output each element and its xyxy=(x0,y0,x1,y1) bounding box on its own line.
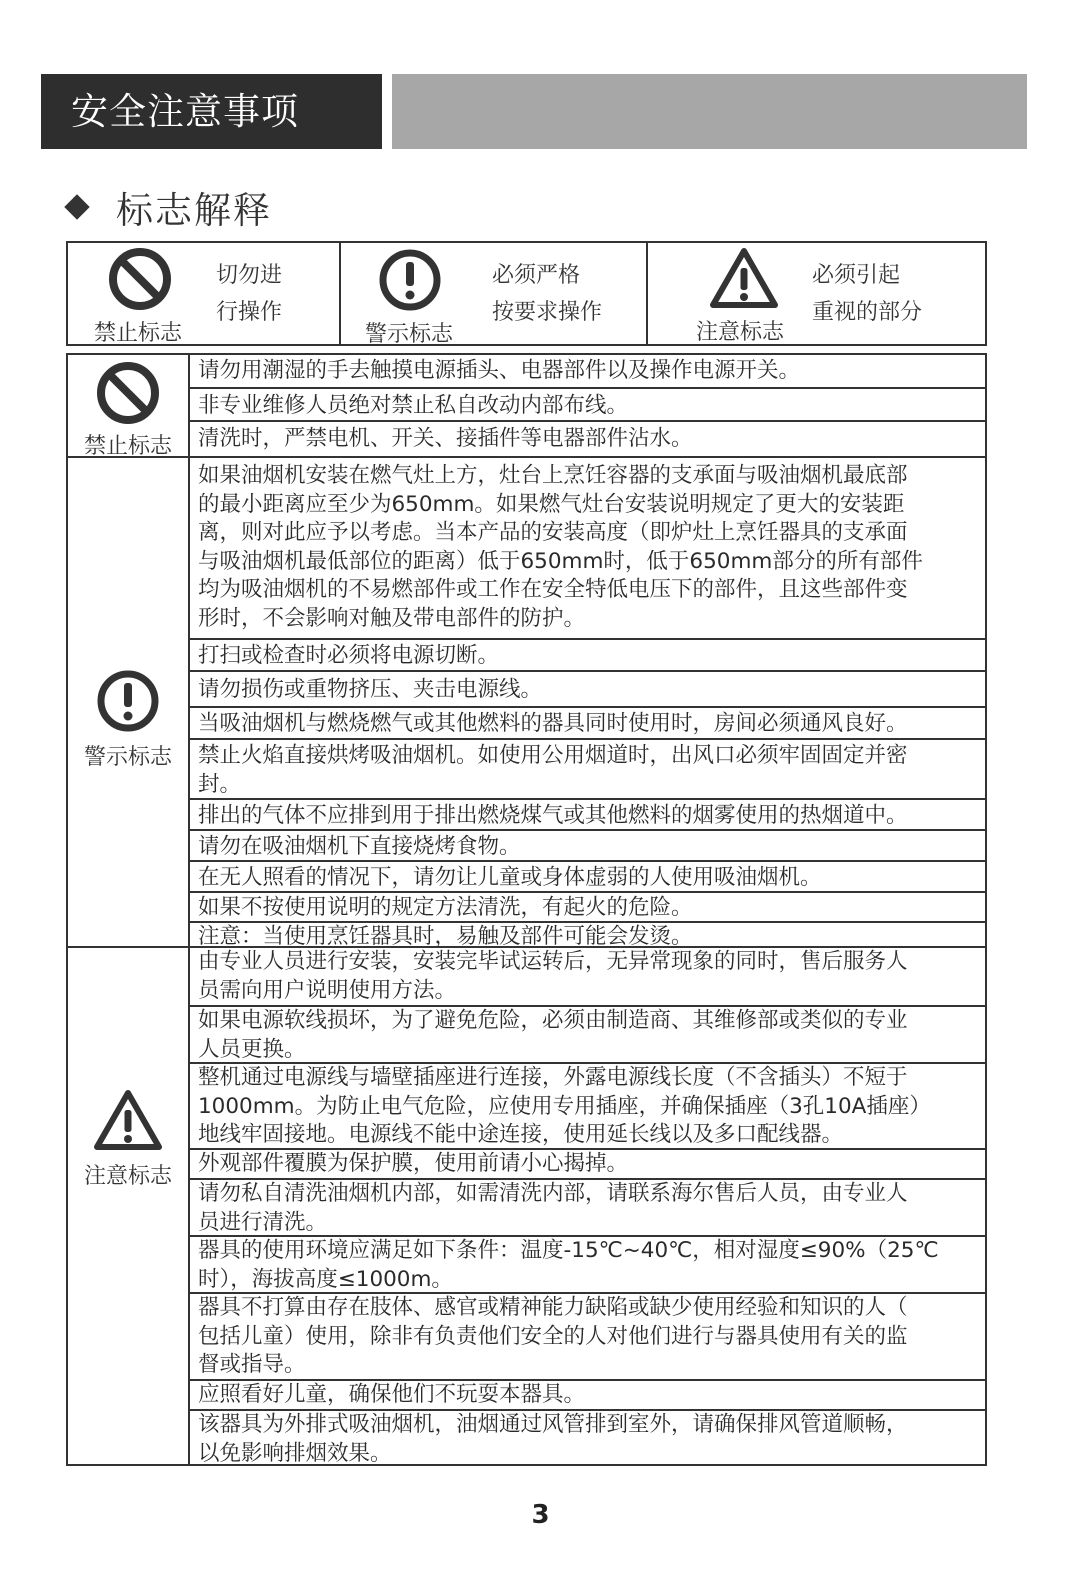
table-row: 整机通过电源线与墙壁插座进行连接，外露电源线长度（不含插头）不短于 1000mm。为防止电气危险，应使用专用插座，并确保插座（3孔10A插座） 地线牢固接地。电源线不能中途连接，使用延长线以及多口配线器。 xyxy=(190,1062,985,1148)
table-row: 请勿损伤或重物挤压、夹击电源线。 xyxy=(190,670,985,706)
prohibition-icon xyxy=(108,247,172,311)
group-name: 警示标志 xyxy=(83,745,172,770)
legend-desc: 必须严格 按要求操作 xyxy=(492,263,603,325)
warning-triangle-icon xyxy=(708,246,780,310)
safety-table xyxy=(66,353,987,1466)
legend-table xyxy=(66,241,987,346)
warning-triangle-icon xyxy=(92,1088,164,1152)
table-row: 如果电源软线损坏，为了避免危险，必须由制造商、其维修部或类似的专业 人员更换。 xyxy=(190,1005,985,1062)
group-label xyxy=(68,355,190,459)
group-prohibition xyxy=(68,355,985,459)
table-row: 该器具为外排式吸油烟机，油烟通过风管排到室外，请确保排风管道顺畅， 以免影响排烟效果。 xyxy=(190,1409,985,1466)
legend-cell-prohibition xyxy=(68,243,339,344)
table-row: 清洗时，严禁电机、开关、接插件等电器部件沾水。 xyxy=(190,420,985,456)
table-row: 如果不按使用说明的规定方法清洗，有起火的危险。 xyxy=(190,891,985,921)
group-caution xyxy=(68,946,985,1464)
table-row: 外观部件覆膜为保护膜，使用前请小心揭掉。 xyxy=(190,1148,985,1178)
legend-desc: 必须引起 重视的部分 xyxy=(812,263,923,325)
legend-name: 注意标志 xyxy=(696,320,785,345)
table-row: 在无人照看的情况下，请勿让儿童或身体虚弱的人使用吸油烟机。 xyxy=(190,860,985,891)
table-row: 如果油烟机安装在燃气灶上方，灶台上烹饪容器的支承面与吸油烟机最底部 的最小距离应至少为650mm。如果燃气灶台安装说明规定了更大的安装距 离，则对此应予以考虑。当本产品的安装高度（即炉灶上烹饪器具的支承面 与吸油烟机最低部位的距离）低于650mm时，低于650mm部分的所有部件 均为吸油烟机的不易燃部件或工作在安全特低电压下的部件，且这些部件变 形时，不会影响对触及带电部件的防护。 xyxy=(198,463,923,631)
exclamation-circle-icon xyxy=(378,248,442,312)
table-row: 当吸油烟机与燃烧燃气或其他燃料的器具同时使用时，房间必须通风良好。 xyxy=(190,706,985,738)
table-row: 请勿在吸油烟机下直接烧烤食物。 xyxy=(190,829,985,860)
legend-desc: 切勿进 行操作 xyxy=(216,263,283,325)
table-row: 由专业人员进行安装，安装完毕试运转后，无异常现象的同时，售后服务人 员需向用户说明使用方法。 xyxy=(198,949,908,1003)
table-row: 请勿用潮湿的手去触摸电源插头、电器部件以及操作电源开关。 xyxy=(198,358,801,383)
table-row: 非专业维修人员绝对禁止私自改动内部布线。 xyxy=(190,387,985,420)
table-row: 禁止火焰直接烘烤吸油烟机。如使用公用烟道时，出风口必须牢固固定并密 封。 xyxy=(190,738,985,798)
page-number: 3 xyxy=(531,1500,550,1530)
table-row: 打扫或检查时必须将电源切断。 xyxy=(190,638,985,670)
table-row: 器具的使用环境应满足如下条件：温度-15℃~40℃，相对湿度≤90%（25℃ 时），海拔高度≤1000m。 xyxy=(190,1235,985,1292)
group-label xyxy=(68,458,190,946)
table-row: 器具不打算由存在肢体、感官或精神能力缺陷或缺少使用经验和知识的人（ 包括儿童）使用，除非有负责他们安全的人对他们进行与器具使用有关的监 督或指导。 xyxy=(190,1292,985,1379)
group-name: 禁止标志 xyxy=(83,434,172,459)
group-label xyxy=(68,948,190,1464)
group-name: 注意标志 xyxy=(83,1164,172,1189)
section-heading xyxy=(64,182,272,232)
table-row: 应照看好儿童，确保他们不玩耍本器具。 xyxy=(190,1379,985,1409)
section-title: 标志解释 xyxy=(116,189,272,232)
prohibition-icon xyxy=(96,361,160,425)
header-decor-bar xyxy=(392,74,1027,149)
table-row: 排出的气体不应排到用于排出燃烧煤气或其他燃料的烟雾使用的热烟道中。 xyxy=(190,798,985,829)
table-row: 请勿私自清洗油烟机内部，如需清洗内部，请联系海尔售后人员，由专业人 员进行清洗。 xyxy=(190,1178,985,1235)
legend-cell-warning xyxy=(339,243,646,347)
table-row: 注意：当使用烹饪器具时，易触及部件可能会发烫。 xyxy=(190,921,985,948)
diamond-bullet-icon xyxy=(64,194,89,219)
header-title: 安全注意事项 xyxy=(71,90,299,133)
group-warning xyxy=(68,456,985,946)
header-title-bar xyxy=(41,74,382,149)
legend-name: 警示标志 xyxy=(365,322,454,347)
legend-name: 禁止标志 xyxy=(94,321,183,346)
exclamation-circle-icon xyxy=(96,669,160,733)
legend-cell-caution xyxy=(646,243,985,344)
